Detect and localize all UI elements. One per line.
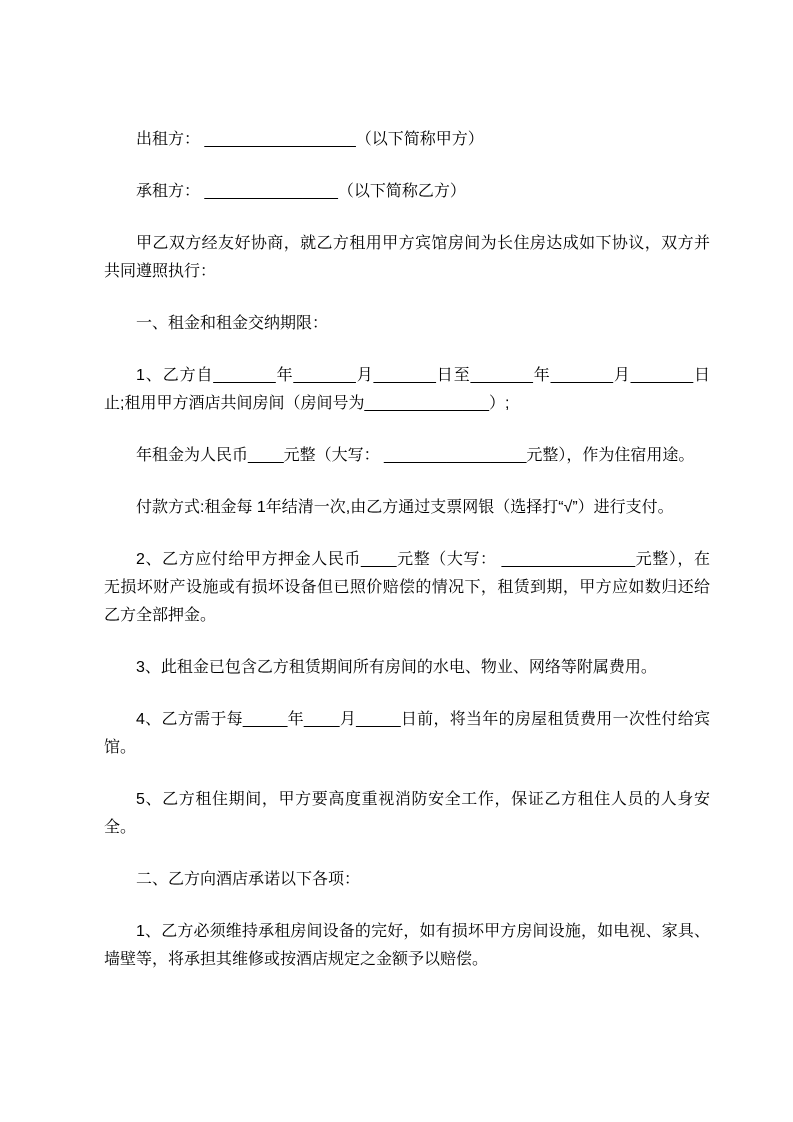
section-2-heading: 二、乙方向酒店承诺以下各项：	[136, 871, 361, 888]
intro-paragraph: 甲乙双方经友好协商，就乙方租用甲方宾馆房间为长住房达成如下协议，双方并共同遵照执行：	[104, 235, 710, 280]
contract-document	[104, 126, 710, 974]
clause-1-1-term: 1、乙方自_______年_______月_______日至_______年_______月_______日止;租用甲方酒店共间房间（房间号为______________）;	[104, 367, 710, 412]
clause-1-1-payment-method: 付款方式:租金每 1年结清一次,由乙方通过支票网银（选择打“√”）进行支付。	[136, 499, 674, 516]
clause-1-3-utilities: 3、此租金已包含乙方租赁期间所有房间的水电、物业、网络等附属费用。	[136, 659, 657, 676]
clause-2-1-damage-compensation: 1、乙方必须维持承租房间设备的完好，如有损坏甲方房间设施，如电视、家具、墙壁等，将承担其维修或按酒店规定之金额予以赔偿。	[104, 923, 710, 968]
lessee-line: 承租方： _______________（以下简称乙方）	[136, 183, 466, 200]
section-1-heading: 一、租金和租金交纳期限：	[136, 315, 329, 332]
clause-1-4-payment-deadline: 4、乙方需于每_____年____月_____日前，将当年的房屋租赁费用一次性付给宾馆。	[104, 711, 710, 756]
clause-1-5-fire-safety: 5、乙方租住期间，甲方要高度重视消防安全工作，保证乙方租住人员的人身安全。	[104, 791, 710, 836]
clause-1-2-deposit: 2、乙方应付给甲方押金人民币____元整（大写： _______________元整），在无损坏财产设施或有损坏设备但已照价赔偿的情况下，租赁到期，甲方应如数归还给乙方全部押金。	[104, 551, 710, 624]
clause-1-1-annual-rent: 年租金为人民币____元整（大写： ________________元整），作为住宿用途。	[136, 447, 695, 464]
lessor-line: 出租方： _________________（以下简称甲方）	[136, 131, 484, 148]
